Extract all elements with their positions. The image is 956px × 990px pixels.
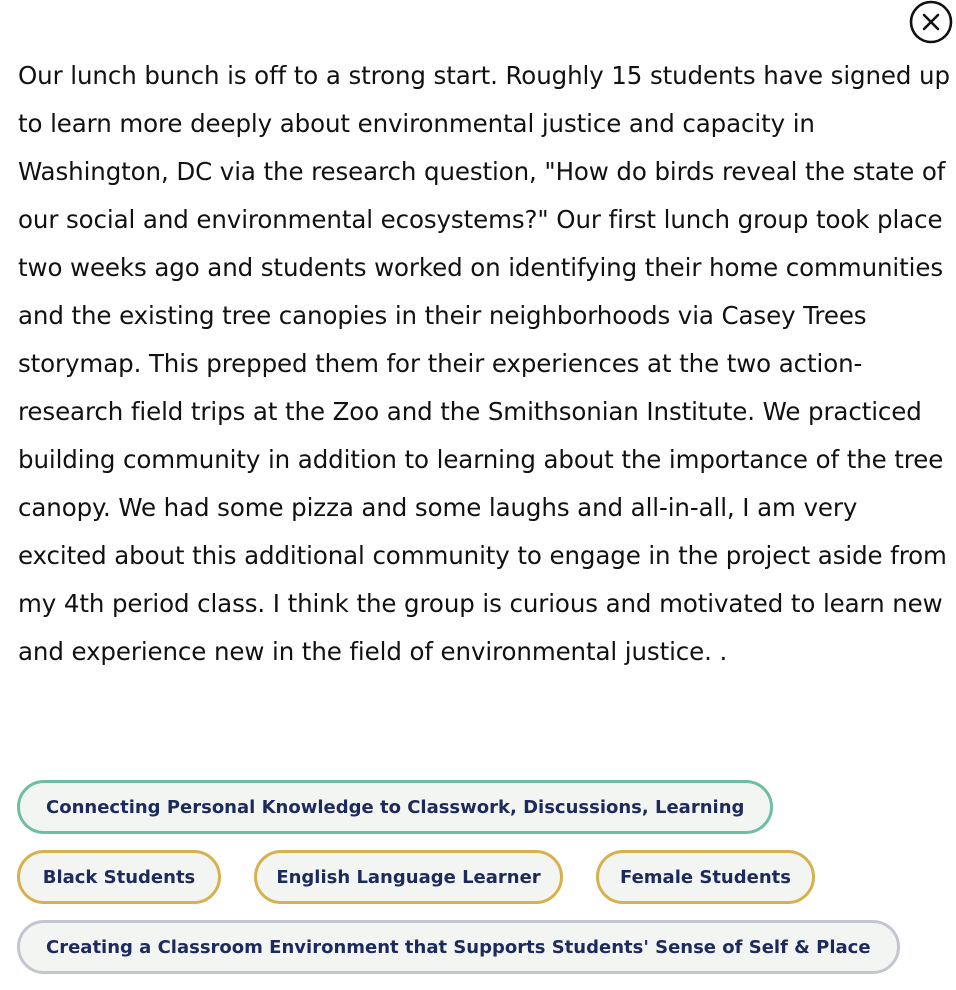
tag-list — [17, 780, 937, 990]
tag-row-student-groups — [17, 850, 937, 904]
close-icon[interactable] — [909, 0, 953, 44]
post-body-text: Our lunch bunch is off to a strong start. Roughly 15 students have signed up to learn more deeply about environmental justice and capacity in Washington, DC via the research question, "How do birds reveal the state of our social and environmental ecosystems?" Our first lunch group took place two weeks ago and students worked on identifying their home communities and the existing tree canopies in their neighborhoods via Casey Trees storymap. This prepped them for their experiences at the two action-research field trips at the Zoo and the Smithsonian Institute. We practiced building community in addition to learning about the importance of the tree canopy. We had some pizza and some laughs and all-in-all, I am very excited about this additional community to engage in the project aside from my 4th period class. I think the group is curious and motivated to learn new and experience new in the field of environmental justice. . — [18, 61, 950, 666]
tag-row-practice — [17, 780, 937, 834]
tag-black-students[interactable]: Black Students — [17, 850, 221, 904]
tag-practice[interactable]: Connecting Personal Knowledge to Classwork, Discussions, Learning — [17, 780, 773, 834]
tag-row-environment — [17, 920, 937, 974]
close-button[interactable] — [909, 0, 953, 44]
tag-english-language-learner[interactable]: English Language Learner — [254, 850, 563, 904]
tag-female-students[interactable]: Female Students — [596, 850, 815, 904]
tag-classroom-environment[interactable]: Creating a Classroom Environment that Supports Students' Sense of Self & Place — [17, 920, 900, 974]
